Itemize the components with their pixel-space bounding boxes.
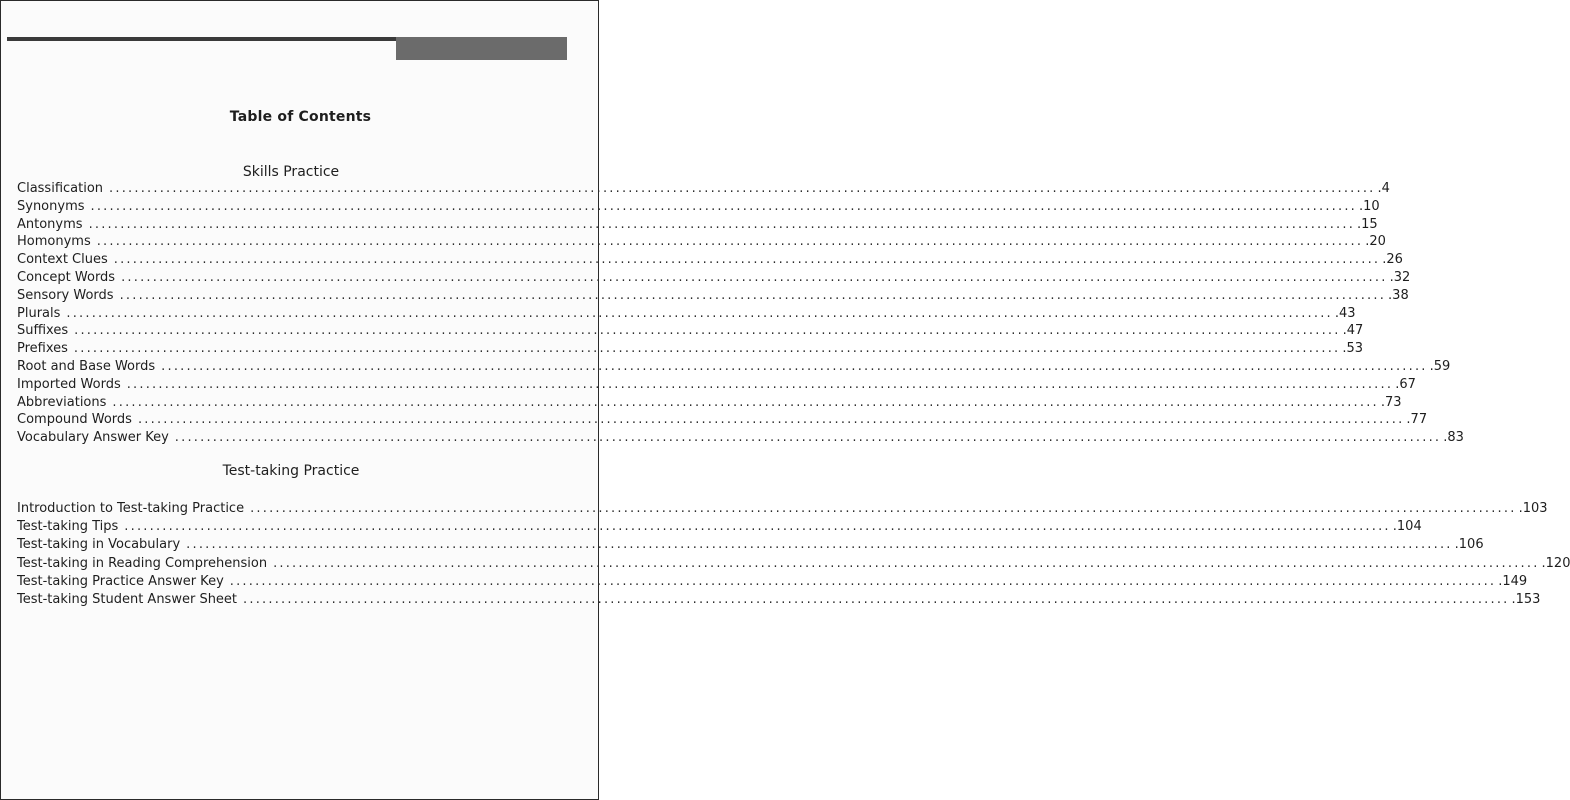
toc-entry-label: Compound Words — [17, 412, 132, 428]
toc-entry-label: Concept Words — [17, 269, 116, 285]
toc-entry — [17, 358, 1451, 376]
header-block — [396, 37, 567, 60]
toc-entry-label: Context Clues — [17, 252, 108, 268]
toc-entry — [17, 180, 1390, 198]
toc-leader-dots: ........................................................................................................................................................................................................ — [119, 287, 1387, 303]
toc-entry — [17, 536, 1484, 554]
toc-entry-page-number: .104 — [1392, 519, 1422, 535]
toc-leader-dots: ........................................................................................................................................................................................................ — [243, 591, 1510, 607]
toc-entry-label: Synonyms — [17, 198, 85, 214]
toc-entry-label: Test-taking Practice Answer Key — [17, 573, 224, 589]
section-heading-skills: Skills Practice — [242, 164, 340, 180]
toc-entry-page-number: .47 — [1342, 323, 1364, 339]
toc-entry-label: Test-taking in Reading Comprehension — [17, 555, 268, 571]
toc-entry — [17, 411, 1428, 429]
toc-leader-dots: ........................................................................................................................................................................................................ — [186, 537, 1453, 553]
toc-leader-dots: ........................................................................................................................................................................................................ — [126, 376, 1394, 392]
toc-entry-page-number: .26 — [1382, 252, 1403, 268]
toc-entry-page-number: .32 — [1389, 269, 1411, 285]
toc-entry-label: Test-taking in Vocabulary — [17, 537, 181, 553]
toc-entry-label: Plurals — [17, 305, 61, 321]
toc-entry — [17, 573, 1528, 591]
toc-entry-label: Homonyms — [17, 234, 91, 250]
toc-entry-label: Imported Words — [17, 376, 121, 392]
toc-leader-dots: ........................................................................................................................................................................................................ — [66, 305, 1333, 321]
toc-entry-page-number: .43 — [1334, 305, 1356, 321]
toc-leader-dots: ........................................................................................................................................................................................................ — [137, 412, 1405, 428]
toc-entry — [17, 340, 1364, 358]
toc-list-skills — [17, 180, 1464, 447]
toc-entry-label: Root and Base Words — [17, 358, 156, 374]
toc-entry — [17, 269, 1411, 287]
toc-entry-page-number: .106 — [1454, 537, 1484, 553]
toc-entry-page-number: .53 — [1342, 341, 1364, 357]
toc-leader-dots: ........................................................................................................................................................................................................ — [90, 198, 1357, 214]
toc-entry-page-number: .67 — [1395, 376, 1416, 392]
toc-leader-dots: ........................................................................................................................................................................................................ — [96, 234, 1364, 250]
toc-leader-dots: ........................................................................................................................................................................................................ — [121, 269, 1388, 285]
toc-entry — [17, 500, 1548, 518]
toc-entry-label: Prefixes — [17, 341, 68, 357]
toc-leader-dots: ........................................................................................................................................................................................................ — [124, 519, 1391, 535]
toc-entry-page-number: .149 — [1498, 573, 1528, 589]
toc-entry-label: Test-taking Student Answer Sheet — [17, 591, 238, 607]
toc-entry-page-number: .120 — [1541, 555, 1570, 571]
toc-leader-dots: ........................................................................................................................................................................................................ — [113, 252, 1381, 268]
toc-entry — [17, 591, 1541, 609]
toc-leader-dots: ........................................................................................................................................................................................................ — [109, 181, 1376, 196]
toc-entry-label: Introduction to Test-taking Practice — [17, 501, 245, 516]
toc-entry-label: Suffixes — [17, 323, 69, 339]
toc-leader-dots: ........................................................................................................................................................................................................ — [112, 394, 1379, 410]
toc-leader-dots: ........................................................................................................................................................................................................ — [229, 573, 1497, 589]
toc-entry-page-number: .103 — [1518, 501, 1548, 516]
toc-leader-dots: ........................................................................................................................................................................................................ — [273, 555, 1540, 571]
toc-entry-label: Vocabulary Answer Key — [17, 430, 169, 446]
toc-entry-label: Abbreviations — [17, 394, 107, 410]
toc-entry-page-number: .77 — [1406, 412, 1428, 428]
toc-entry — [17, 198, 1380, 216]
toc-leader-dots: ........................................................................................................................................................................................................ — [161, 358, 1428, 374]
toc-entry — [17, 429, 1464, 447]
toc-leader-dots: ........................................................................................................................................................................................................ — [174, 430, 1442, 446]
toc-entry-page-number: .38 — [1388, 287, 1409, 303]
toc-entry — [17, 394, 1402, 412]
page-title: Table of Contents — [229, 109, 372, 125]
toc-entry-page-number: .20 — [1365, 234, 1386, 250]
toc-entry-page-number: .15 — [1357, 216, 1378, 232]
toc-entry-page-number: .73 — [1380, 394, 1402, 410]
toc-entry — [17, 251, 1403, 269]
toc-entry-label: Sensory Words — [17, 287, 114, 303]
toc-entry-label: Classification — [17, 181, 104, 196]
toc-entry — [17, 287, 1409, 305]
toc-leader-dots: ........................................................................................................................................................................................................ — [88, 216, 1356, 232]
toc-entry — [17, 216, 1378, 234]
header-rule — [7, 37, 397, 41]
section-heading-test-taking: Test-taking Practice — [222, 463, 360, 479]
toc-entry-page-number: .10 — [1358, 198, 1380, 214]
toc-leader-dots: ........................................................................................................................................................................................................ — [250, 501, 1517, 516]
toc-entry-label: Test-taking Tips — [17, 519, 119, 535]
toc-entry — [17, 233, 1386, 251]
toc-entry-label: Antonyms — [17, 216, 83, 232]
toc-entry — [17, 518, 1422, 536]
toc-entry — [17, 322, 1364, 340]
toc-leader-dots: ........................................................................................................................................................................................................ — [74, 323, 1341, 339]
toc-entry-page-number: .83 — [1443, 430, 1464, 446]
toc-entry — [17, 555, 1570, 573]
toc-entry — [17, 376, 1416, 394]
toc-entry — [17, 305, 1356, 323]
toc-entry-page-number: .153 — [1511, 591, 1541, 607]
toc-leader-dots: ........................................................................................................................................................................................................ — [73, 341, 1341, 357]
toc-entry-page-number: .59 — [1429, 358, 1451, 374]
toc-entry-page-number: .4 — [1377, 181, 1390, 196]
toc-list-test-taking — [17, 500, 1570, 609]
